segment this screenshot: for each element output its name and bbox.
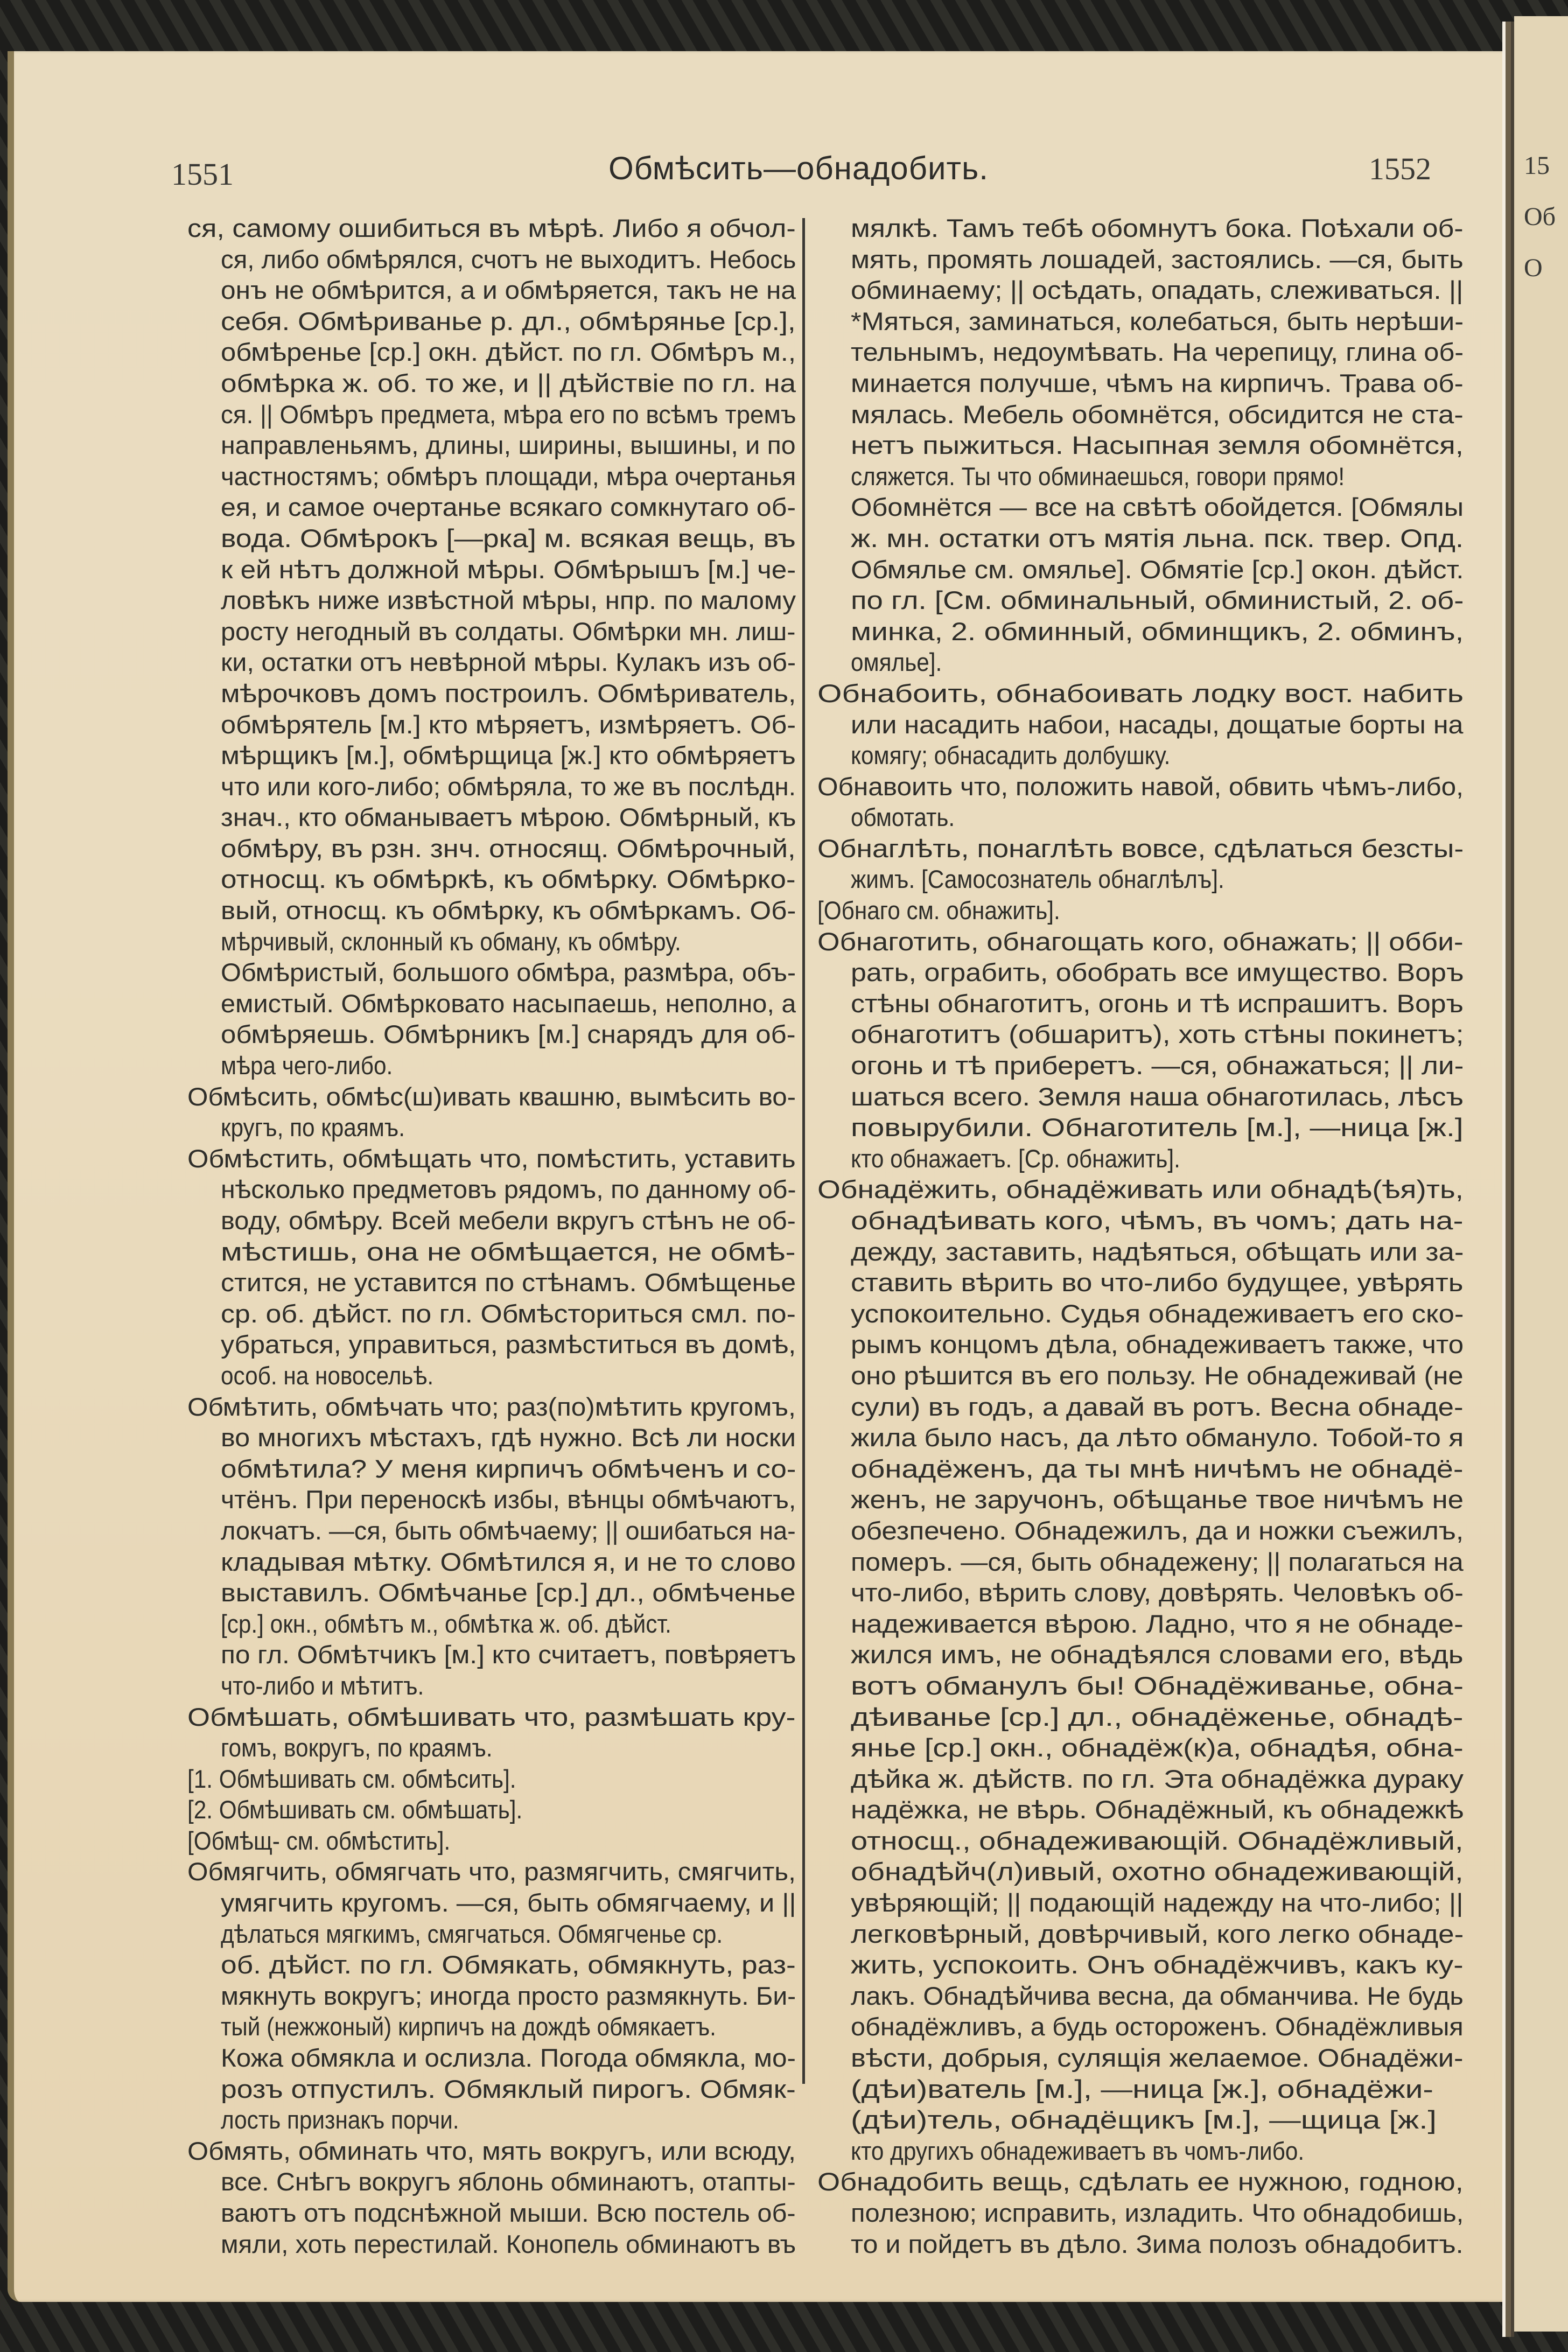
entry-text-line: ся. || Обмѣръ предмета, мѣра его по всѣмъ тремъ	[221, 400, 796, 429]
entry-text-line: частностямъ; обмѣръ площади, мѣра очертанья	[221, 461, 796, 491]
entry-text-line: жить, успокоить. Онъ обнадёжчивъ, какъ ку-	[851, 1950, 1464, 1979]
entry-text-line: жимъ. [Самосознатель обнаглѣлъ].	[851, 865, 1224, 894]
entry-headword-line: Обнабоить, обнабоивать лодку вост. набить	[817, 678, 1464, 708]
entry-text-line: нетъ пыжиться. Насыпная земля обомнётся,	[851, 431, 1464, 460]
entry-text-line: мяли, хоть перестилай. Конопель обминаютъ въ	[221, 2229, 796, 2258]
left-column	[187, 213, 796, 2259]
entry-text-line: обнадёженъ, да ты мнѣ ничѣмъ не обнадё-	[851, 1454, 1464, 1483]
next-page-edge	[1514, 16, 1568, 2332]
entry-text-line: росту негодный въ солдаты. Обмѣрки мн. лиш-	[221, 617, 796, 646]
entry-text-line: мѣрщикъ [м.], обмѣрщица [ж.] кто обмѣряетъ	[221, 741, 796, 770]
entry-text-line: ловѣкъ ниже извѣстной мѣры, нпр. по малому	[221, 586, 796, 615]
entry-text-line: полезною; исправить, изладить. Что обнадобишь,	[851, 2199, 1464, 2227]
entry-text-line: воду, обмѣру. Всей мебели вкругъ стѣнъ не об-	[221, 1206, 796, 1235]
entry-text-line: жила было насъ, да лѣто обмануло. Тобой-то я	[851, 1423, 1464, 1452]
entry-text-line: кладывая мѣтку. Обмѣтился я, и не то слово	[221, 1547, 796, 1576]
entry-headword-line: Обмѣтить, обмѣчать что; раз(по)мѣтить кругомъ,	[187, 1392, 796, 1421]
entry-text-line: обмотать.	[851, 803, 955, 832]
entry-text-line: выставилъ. Обмѣчанье [ср.] дл., обмѣченье	[221, 1578, 796, 1607]
entry-headword-line: [Обмѣщ- см. обмѣстить].	[187, 1826, 451, 1855]
entry-text-line: (дѣи)тель, обнадёщикъ [м.], —щица [ж.]	[851, 2105, 1437, 2134]
entry-text-line: дежду, заставить, надѣяться, обѣщать или за-	[851, 1237, 1464, 1266]
entry-text-line: особ. на новосельѣ.	[221, 1361, 434, 1390]
entry-text-line: шаться всего. Земля наша обнаготилась, лѣсъ	[851, 1082, 1464, 1111]
entry-text-line: по гл. Обмѣтчикъ [м.] кто считаетъ, повѣряетъ	[221, 1640, 796, 1669]
entry-text-line: емистый. Обмѣрковато насыпаешь, неполно, а	[221, 989, 796, 1018]
entry-text-line: об. дѣйст. по гл. Обмякать, обмякнуть, раз-	[221, 1950, 796, 1979]
entry-text-line: чтёнъ. При переноскѣ избы, вѣнцы обмѣчаютъ,	[221, 1485, 796, 1514]
entry-text-line: минка, 2. обминный, обминщикъ, 2. обминъ,	[851, 617, 1464, 646]
entry-text-line: обнадёжливъ, а будь остороженъ. Обнадёжливыя	[851, 2012, 1464, 2041]
entry-text-line: розъ отпустилъ. Обмяклый пирогъ. Обмяк-	[221, 2074, 796, 2103]
entry-headword-line: ся, самому ошибиться въ мѣрѣ. Либо я обчол-	[187, 214, 796, 242]
entry-text-line: ея, и самое очертанье всякаго сомкнутаго об-	[221, 493, 796, 522]
entry-headword-line: Обмять, обминать что, мять вокругъ, или всюду,	[187, 2136, 796, 2165]
entry-text-line: рымъ концомъ дѣла, обнадеживаетъ также, что	[851, 1330, 1464, 1359]
entry-text-line: мять, промять лошадей, застоялись. —ся, быть	[851, 244, 1464, 274]
entry-text-line: обезпечено. Обнадежилъ, да и ножки съежилъ,	[851, 1516, 1464, 1545]
page-number-right: 1552	[1369, 151, 1431, 186]
entry-text-line: обмѣренье [ср.] окн. дѣйст. по гл. Обмѣръ м.,	[221, 338, 796, 367]
entry-text-line: ся, либо обмѣрялся, счотъ не выходитъ. Небось	[221, 244, 796, 274]
entry-text-line: женъ, не заручонъ, обѣщанье твое ничѣмъ не	[851, 1485, 1464, 1514]
entry-text-line: относщ., обнадеживающій. Обнадёжливый,	[851, 1826, 1464, 1855]
entry-headword-line: Обнаготить, обнагощать кого, обнажать; || обби-	[817, 927, 1464, 956]
entry-text-line: к ей нѣтъ должной мѣры. Обмѣрышъ [м.] че-	[221, 555, 796, 584]
entry-text-line: что-либо и мѣтитъ.	[221, 1671, 424, 1700]
entry-text-line: ки, остатки отъ невѣрной мѣры. Кулакъ изъ об-	[221, 648, 796, 677]
entry-text-line: мѣстишь, она не обмѣщается, не обмѣ-	[221, 1237, 796, 1266]
entry-text-line: вотъ обманулъ бы! Обнадёживанье, обна-	[851, 1671, 1464, 1700]
entry-text-line: по гл. [См. обминальный, обминистый, 2. об-	[851, 586, 1464, 615]
entry-text-line: мѣра чего-либо.	[221, 1051, 393, 1080]
entry-headword-line: Обмѣсить, обмѣс(ш)ивать квашню, вымѣсить во-	[187, 1082, 796, 1111]
running-title: Обмѣсить—обнадобить.	[608, 150, 989, 186]
entry-text-line: вѣсти, добрыя, сулящія желаемое. Обнадёжи-	[851, 2043, 1464, 2073]
entry-text-line: янье [ср.] окн., обнадёж(к)а, обнадѣя, обна-	[851, 1733, 1464, 1762]
entry-text-line: Обмѣристый, большого обмѣра, размѣра, объ-	[221, 958, 796, 987]
page-number-left: 1551	[171, 157, 234, 192]
entry-text-line: обмѣрятель [м.] кто мѣряетъ, измѣряетъ. Об-	[221, 710, 796, 739]
entry-headword-line: Обнадобить вещь, сдѣлать ее нужною, годною,	[817, 2167, 1464, 2196]
entry-text-line: повырубили. Обнаготитель [м.], —ница [ж.]	[851, 1113, 1464, 1142]
entry-text-line: сляжется. Ты что обминаешься, говори прямо!	[851, 461, 1345, 491]
book-gutter	[1502, 22, 1514, 2337]
entry-text-line: относщ. къ обмѣркѣ, къ обмѣрку. Обмѣрко-	[221, 865, 796, 894]
entry-text-line: что-либо, вѣрить слову, довѣрять. Человѣкъ об-	[851, 1578, 1464, 1607]
entry-text-line: локчатъ. —ся, быть обмѣчаему; || ошибаться на-	[221, 1516, 796, 1545]
entry-text-line: дѣлаться мягкимъ, смягчаться. Обмягченье ср.	[221, 1919, 723, 1948]
entry-text-line: или насадить набои, насады, дощатые борты на	[851, 710, 1464, 739]
entry-text-line: рать, ограбить, обобрать все имущество. Воръ	[851, 958, 1464, 987]
entry-text-line: кругъ, по краямъ.	[221, 1113, 405, 1142]
right-column	[817, 213, 1464, 2259]
entry-text-line: мѣрочковъ домъ построилъ. Обмѣриватель,	[221, 678, 796, 708]
entry-text-line: мялась. Мебель обомнётся, обсидится не ста-	[851, 400, 1464, 429]
entry-text-line: Обомнётся — все на свѣтѣ обойдется. [Обмялы	[851, 493, 1464, 522]
entry-text-line: обмѣряешь. Обмѣрникъ [м.] снарядъ для об-	[221, 1020, 796, 1049]
entry-text-line: обнадѣйч(л)ивый, охотно обнадеживающій,	[851, 1857, 1464, 1886]
entry-text-line: вый, относщ. къ обмѣрку, къ обмѣркамъ. Об-	[221, 896, 796, 925]
entry-text-line: лакъ. Обнадѣйчива весна, да обманчива. Не будь	[851, 1981, 1464, 2010]
entry-text-line: во многихъ мѣстахъ, гдѣ нужно. Всѣ ли носки	[221, 1423, 796, 1452]
entry-text-line: лость признакъ порчи.	[221, 2105, 459, 2134]
entry-headword-line: Обнавоить что, положить навой, обвить чѣмъ-либо,	[817, 772, 1464, 801]
entry-headword-line: Обнадёжить, обнадёживать или обнадѣ(ѣя)ть,	[817, 1175, 1464, 1204]
entry-headword-line: Обмѣстить, обмѣщать что, помѣстить, уставить	[187, 1144, 796, 1173]
entry-text-line: ваютъ отъ подснѣжной мыши. Всю постель об-	[221, 2199, 796, 2227]
entry-headword-line: [Обнаго см. обнажить].	[817, 896, 1060, 925]
entry-text-line: дѣйка ж. дѣйств. по гл. Эта обнадёжка дураку	[851, 1764, 1464, 1793]
column-divider	[802, 218, 805, 2084]
entry-text-line: надеживается вѣрою. Ладно, что я не обнаде-	[851, 1609, 1464, 1638]
entry-text-line: стѣны обнаготитъ, огонь и тѣ испрашитъ. Воръ	[851, 989, 1464, 1018]
entry-text-line: кто другихъ обнадеживаетъ въ чомъ-либо.	[851, 2136, 1305, 2165]
entry-text-line: умягчить кругомъ. —ся, быть обмягчаему, и ||	[221, 1888, 796, 1917]
entry-text-line: все. Снѣгъ вокругъ яблонь обминаютъ, отапты-	[221, 2167, 796, 2196]
entry-text-line: мѣрчивый, склонный къ обману, къ обмѣру.	[221, 927, 681, 956]
entry-headword-line: [1. Обмѣшивать см. обмѣсить].	[187, 1764, 516, 1793]
entry-text-line: надёжка, не вѣрь. Обнадёжный, къ обнадежкѣ	[851, 1795, 1464, 1824]
entry-text-line: онъ не обмѣрится, а и обмѣряется, такъ не на	[221, 276, 796, 305]
next-page-text-fragment: Об	[1524, 202, 1556, 231]
entry-text-line: дѣиванье [ср.] дл., обнадёженье, обнадѣ-	[851, 1702, 1464, 1731]
entry-text-line: обминаему; || осѣдать, опадать, слеживаться. ||	[851, 276, 1464, 305]
entry-headword-line: [2. Обмѣшивать см. обмѣшать].	[187, 1795, 523, 1824]
entry-text-line: себя. Обмѣриванье р. дл., обмѣрянье [ср.],	[221, 306, 796, 335]
entry-text-line: обнаготитъ (обшаритъ), хоть стѣны покинетъ;	[851, 1020, 1464, 1049]
entry-text-line: обмѣтила? У меня кирпичъ обмѣченъ и со-	[221, 1454, 796, 1483]
entry-text-line: ср. об. дѣйст. по гл. Обмѣсториться смл. по-	[221, 1299, 796, 1328]
entry-text-line: убраться, управиться, размѣститься въ домѣ,	[221, 1330, 796, 1359]
entry-text-line: тельнымъ, недоумѣвать. На черепицу, глина об-	[851, 338, 1464, 367]
entry-text-line: оно рѣшится въ его пользу. Не обнадеживай (не	[851, 1361, 1464, 1390]
entry-headword-line: Обнаглѣть, понаглѣть вовсе, сдѣлаться безсты-	[817, 834, 1464, 863]
entry-text-line: обмѣрка ж. об. то же, и || дѣйствіе по гл. на	[221, 368, 796, 397]
entry-headword-line: Обмягчить, обмягчать что, размягчить, смягчить,	[187, 1857, 796, 1886]
entry-text-line: вода. Обмѣрокъ [—рка] м. всякая вещь, въ	[221, 523, 796, 552]
entry-text-line: Обмялье см. омялье]. Обмятіе [ср.] окон. дѣйст.	[851, 555, 1464, 584]
entry-text-line: что или кого-либо; обмѣряла, то же въ послѣдн.	[221, 772, 796, 801]
entry-text-line: обмѣру, въ рзн. знч. относящ. Обмѣрочный,	[221, 834, 796, 863]
entry-text-line: увѣряющій; || подающій надежду на что-либо; ||	[851, 1888, 1464, 1917]
entry-text-line: [ср.] окн., обмѣтъ м., обмѣтка ж. об. дѣйст.	[221, 1609, 671, 1638]
next-page-text-fragment: О	[1524, 254, 1543, 282]
entry-text-line: успокоительно. Судья обнадеживаетъ его ско-	[851, 1299, 1464, 1328]
entry-text-line: мякнуть вокругъ; иногда просто размякнуть. Би-	[221, 1981, 796, 2010]
entry-text-line: направленьямъ, длины, ширины, вышины, и по	[221, 431, 796, 460]
entry-text-line: померъ. —ся, быть обнадежену; || полагаться на	[851, 1547, 1464, 1576]
entry-text-line: *Мяться, заминаться, колебаться, быть нерѣши-	[851, 306, 1464, 335]
entry-text-line: легковѣрный, довѣрчивый, кого легко обнаде-	[851, 1919, 1464, 1948]
entry-text-line: (дѣи)ватель [м.], —ница [ж.], обнадёжи-	[851, 2074, 1434, 2103]
entry-text-line: обнадѣивать кого, чѣмъ, въ чомъ; дать на-	[851, 1206, 1464, 1235]
entry-text-line: знач., кто обманываетъ мѣрою. Обмѣрный, къ	[221, 803, 796, 832]
entry-text-line: ставить вѣрить во что-либо будущее, увѣрять	[851, 1268, 1464, 1297]
entry-text-line: гомъ, вокругъ, по краямъ.	[221, 1733, 493, 1762]
entry-headword-line: Обмѣшать, обмѣшивать что, размѣшать кру-	[187, 1702, 796, 1731]
entry-text-line: жился имъ, не обнадѣялся словами его, вѣдь	[851, 1640, 1464, 1669]
entry-text-line: минается получше, чѣмъ на кирпичъ. Трава об-	[851, 368, 1464, 397]
entry-text-line: комягу; обнасадить долбушку.	[851, 741, 1171, 770]
entry-text-line: Кожа обмякла и ослизла. Погода обмякла, мо-	[221, 2043, 796, 2073]
entry-text-line: сули) въ годъ, а давай въ ротъ. Весна обнаде-	[851, 1392, 1464, 1421]
entry-text-line: ж. мн. остатки отъ мятія льна. пск. твер. Опд.	[851, 523, 1464, 552]
entry-text-line: кто обнажаетъ. [Ср. обнажить].	[851, 1144, 1180, 1173]
entry-text-line: то и пойдетъ въ дѣло. Зима полозъ обнадобитъ.	[851, 2229, 1464, 2258]
next-page-number-fragment: 15	[1524, 151, 1550, 180]
entry-text-line: огонь и тѣ приберетъ. —ся, обнажаться; || ли-	[851, 1051, 1464, 1080]
entry-text-line: нѣсколько предметовъ рядомъ, по данному об-	[221, 1175, 796, 1204]
entry-text-line: омялье].	[851, 648, 942, 677]
entry-text-line: стится, не уставится по стѣнамъ. Обмѣщенье	[221, 1268, 796, 1297]
entry-text-line: мялкѣ. Тамъ тебѣ обомнутъ бока. Поѣхали об-	[851, 214, 1464, 242]
entry-text-line: тый (нежжоный) кирпичъ на дождѣ обмякаетъ.	[221, 2012, 716, 2041]
